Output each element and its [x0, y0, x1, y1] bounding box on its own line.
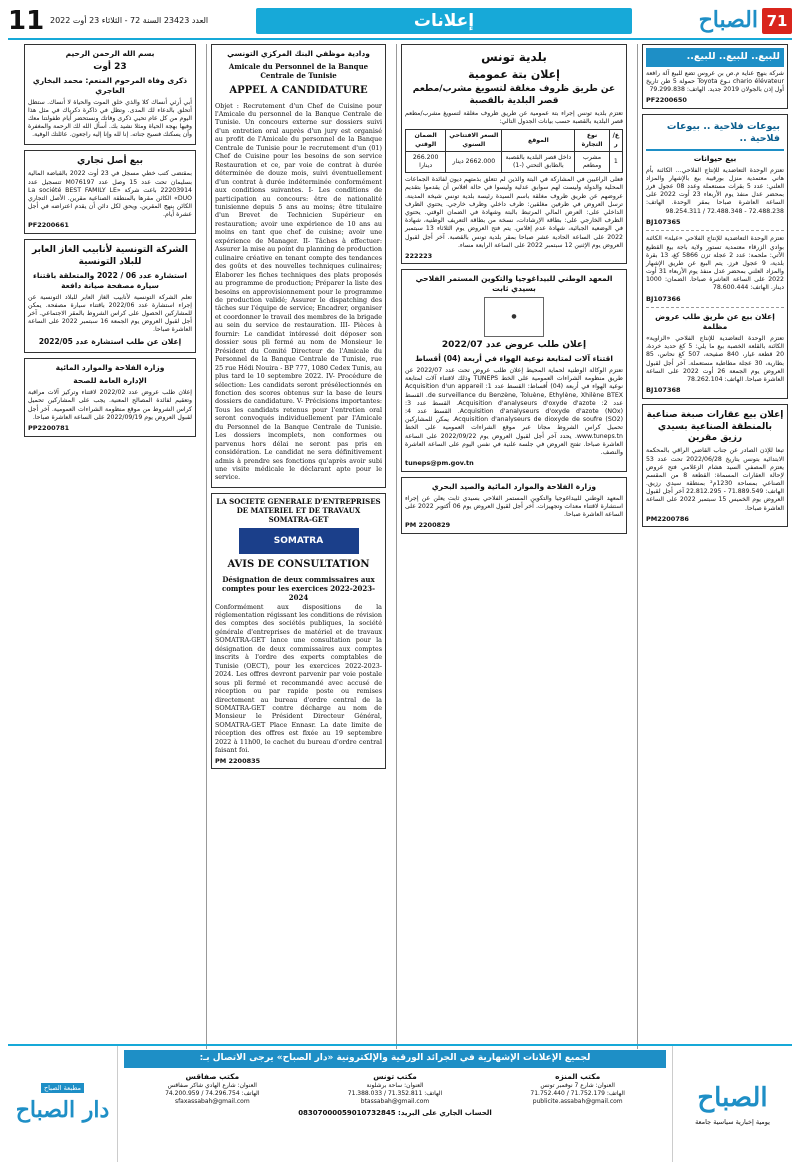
table-row	[406, 151, 623, 172]
table-cell: مشرب ومطعم	[575, 151, 609, 172]
footer-press-badge: مطبعة الصباح	[41, 1083, 84, 1094]
office-address: العنوان: ساحة برشلونة	[366, 1081, 424, 1089]
table-header: الموقع	[502, 130, 575, 151]
ad-title: بيوعات فلاحية .. بيوعات فلاحية ..	[646, 118, 784, 151]
column-2	[396, 44, 631, 1049]
ad-text: تعتزم الوحدة التعاضدية للإنتاج الفلاحي «الزاوية» الكائنة بالقلعة الخصبة بيع ما يلي: 5 كغ حديد خردة، 20 قطعة غيار، 840 صفيحة، 507 كغ نحاس، 85 بطارية، 30 عجلة مطاطية مستعملة. آخر أجل لقبول العروض يوم الجمعة 26 أوت 2022 على الساعة العاشرة صباحا. الهاتف: 78.262.104	[646, 335, 785, 383]
ad-forklift-sale	[642, 44, 788, 109]
table-header: الضمان الوقتي	[406, 130, 446, 151]
header-rule	[8, 38, 792, 40]
ad-gas-pipeline	[24, 239, 196, 353]
ad-org-fr: Amicale du Personnel de la Banque Centrale de Tunisie	[228, 61, 369, 81]
office-address: العنوان: شارع 7 نوفمبر تونس	[540, 1081, 615, 1089]
table-header: ع/ر	[609, 130, 622, 151]
footer-bank-account: الحساب الجاري على البريد: 08307000059010732845	[298, 1109, 492, 1118]
ad-land-sale	[642, 404, 788, 528]
ad-ref: tuneps@pm.gov.tn	[405, 459, 474, 468]
table-cell: 266.200 دينارا	[406, 151, 446, 172]
ad-ref: BJ107366	[646, 294, 681, 303]
ad-org: المعهد الوطني للبيداغوجيا والتكوين المستمر الفلاحي بسيدي ثابت	[415, 274, 613, 294]
ad-text: تعتزم الوكالة الوطنية لحماية المحيط إعلان طلب عروض تحت عدد 2022/07 عن طريق منظومة الشراءات العمومية على الخط TUNEPS وذلك لاقتناء آلات لمتابعة نوعية الهواء في أربعة (04) أقساط: القسط عدد 1: Acquisition d'un appareil de surveillance du Benzène, Toluène, Ethylène, Xhilène BTEX. القسط عدد 2: Acquisition d'analyseurs d'oxyde d'azote. القسط عدد 3: Acquisition d'analyseurs d'oxyde d'azote (NOx). القسط عدد 4: Acquisition d'analyseurs de dioxyde de soufre (SO2). يمكن للمشاركين تحميل كراس الشروط مجانا عبر موقع الشراءات العمومية على الخط www.tuneps.tn. يحدد آخر أجل لقبول العروض يوم 2022/09/22 على الساعة العاشرة صباحا. تفتح العروض في جلسة علنية في نفس اليوم على الساعة العاشرة والنصف.	[405, 367, 624, 456]
office-name: مكتب المنزه	[555, 1071, 601, 1081]
ad-intro: تعتزم بلدية تونس إجراء بتة عمومية عن طريق ظروف مغلقة لتسويغ مشرب/مطعم قصر البلدية بالقصبة حسب بيانات الجدول التالي:	[405, 110, 623, 126]
office-email[interactable]: publicite.assabah@gmail.com	[532, 1097, 623, 1105]
office-name: مكتب صفاقس	[185, 1071, 240, 1081]
ad-text: تعلم الشركة التونسية لأنابيب الغاز العابر للبلاد التونسية عن إجراء استشارة عدد 2022/06 باقتناء سيارة مصفحة. يمكن للمشاركين الحصول على كراس الشروط بالمقر الاجتماعي. آخر أجل لقبول العروض يوم الجمعة 16 سبتمبر 2022 على الساعة العاشرة صباحا.	[28, 293, 192, 334]
ad-subtitle: استشارة عدد 06 / 2022 والمتعلقة باقتناء سيارة مصفحة صيانة دافعة	[33, 270, 187, 290]
office-email[interactable]: btassabah@gmail.com	[360, 1097, 430, 1105]
ad-text: Conformément aux dispositions de la réglementation régissant les conditions de révision des comptes des sociétés publiques, la société générale d'entreprises de matériel et de travaux SOMATRA-GET lance une consultation pour la désignation de deux commissaires aux comptes inscrits à l'ordre des experts comptables de Tunisie (OECT), pour les exercices 2022-2023-2024. Les offres devront parvenir par voie postale sous pli fermé et recommandé avec accusé de réception ou par rapide poste ou remises directement au bureau d'ordre central de la SOMATRA-GET contre décharge au nom de Monsieur le Président Directeur Général, SOMATRA-GET Place Ennasr. La date limite de réception des offres est fixée au 19 septembre 2022 à 11h00, le cachet du bureau d'ordre central faisant foi.	[215, 602, 382, 755]
ad-title: للبيع.. للبيع.. للبيع..	[646, 48, 784, 67]
ad-ref: 222223	[405, 251, 433, 260]
section-banner: إعلانات	[256, 8, 632, 34]
column-3	[206, 44, 390, 1049]
footer-contact	[118, 1046, 672, 1162]
ad-municipal-tender	[401, 44, 627, 264]
table-cell: داخل قصر البلدية بالقصبة بالطابق التحتي (-1)	[502, 151, 575, 172]
ad-ref: PF2200650	[646, 96, 687, 105]
ad-text: أبي أرثي أنساك كلا والذي خلق الموت والحياة لا أنساك. ستظل أتحلق بالدعاء لك المدى. وتظل في ذاكرة دكرياك في مثل هذا اليوم من كل عام تحيي ذكرى وفاتك ونستحضر أيام طفولتنا معك وفيها بهجة الحياة ومثلا نشيد بك. أسأل الله لك الرحمة والمغفرة وأن يسكنك فسيح جناته. إنا لله وإنا إليه راجعون. عائلتك الوفية.	[28, 98, 192, 139]
ad-ref: PM 2200835	[215, 756, 261, 765]
footer-press-logo	[8, 1046, 118, 1162]
ad-title: بلدية تونس	[481, 50, 547, 64]
ad-ref: PP2200781	[28, 423, 70, 432]
ad-text: شركة بنهج عناية م.ص بن عروس تضع للبيع آلة رافعة chario élévateur نـوع Toyota حمولة 5 طن تاريخ أول إذن بالجولان 2019 جديد. الهاتف: 79.299.838	[646, 69, 784, 93]
ad-org: LA SOCIETE GENERALE D'ENTREPRISES DE MATERIEL ET DE TRAVAUX SOMATRA-GET	[216, 496, 381, 525]
office-phone: الهاتف: 71.352.811 / 71.388.033	[347, 1089, 443, 1097]
footer-logo	[672, 1046, 792, 1162]
ad-ref: PM2200786	[646, 514, 689, 523]
ad-ministry-consult	[401, 477, 627, 534]
office-item	[307, 1072, 484, 1106]
ad-subtitle: الإدارة العامة للصحة	[73, 376, 147, 386]
masthead	[8, 6, 792, 36]
agency-logo-icon: ●	[484, 297, 544, 337]
basmala: بسم الله الرحمن الرحيم	[65, 49, 155, 58]
office-item	[489, 1072, 666, 1106]
table-header-row	[406, 130, 623, 151]
office-item	[124, 1072, 301, 1106]
ad-subtitle: إعلان بيع عن طريق طلب عروض مظلمة	[655, 312, 775, 332]
ad-memorial	[24, 44, 196, 145]
ad-headline: عن طريق ظروف مغلقة لتسويغ مشرب/مطعم قصر البلدية بالقصبة	[412, 84, 616, 107]
ad-org: وزارة الفلاحة والموارد المائية والصيد البحري	[431, 481, 597, 491]
ad-columns	[8, 44, 792, 1049]
office-phone: الهاتف: 71.752.179 / 71.752.440	[530, 1089, 625, 1097]
ad-text: إعلان طلب عروض عدد 2022/02 لاقتناء وتركيز آلات مراقبة وتعقيم لفائدة المصالح المعنية. يجب على المشاركين تحميل كراس الشروط من موقع منظومة الشراءات العمومية. آخر أجل لقبول العروض يوم 2022/09/19 على الساعة العاشرة صباحا.	[28, 389, 192, 421]
ad-farm-sales	[642, 114, 788, 399]
office-phone: الهاتف: 74.296.754 / 74.200.959	[165, 1089, 260, 1097]
ad-title: إعلان بيع عقارات صبغة صناعية بالمنطقة الصناعية بسيدي رزيق مقرين	[646, 409, 784, 444]
table-header: السعر الافتتاحي السنوي	[446, 130, 502, 151]
ad-business-sale	[24, 150, 196, 234]
ad-title: إعلان طلب عروض عدد 2022/07	[441, 340, 587, 351]
ad-title: AVIS DE CONSULTATION	[227, 558, 370, 570]
ad-ref: PF2200661	[28, 221, 69, 230]
office-list	[124, 1072, 666, 1106]
ad-text: بمقتضى كتب خطي مسجل في 23 أوت 2022 بالقباضة المالية بسليمان تحت عدد 15 وصل عدد M076197 تتسجيل عدد 22203914 باعت شركة «La société BEST FAMILY LE DUO» الكائن مقرها بالمنطقة الصناعية مقرين. الأصل التجاري الكائن بنهج المقرين. ويحق لكل دائن أن يقدم اعتراضه في أجل عشرة أيام.	[28, 170, 192, 219]
ad-subtitle: اقتناء آلات لمتابعة نوعية الهواء في أربعة (04) أقساط	[415, 354, 613, 364]
ad-org: ودادية موظفي البنك المركزي التونسي	[227, 49, 370, 58]
newspaper-logo	[642, 6, 792, 36]
office-email[interactable]: sfaxassabah@gmail.com	[174, 1097, 250, 1105]
ad-text: تعتزم الوحدة التعاضدية للإنتاج الفلاحي «عيلة» الكائنة بوادي الزرقاء معتمدية تستور ولاية باجة بيع القطيع الآتي: ملحمة: عدد 2 عجلة تزن 5866 كغ، 13 بقرة بلدية، 9 عجول فرز. يتم البيع عن طريق الإشهار والمزاد العلني بمحضر عدل منفذ يوم الأربعاء 31 أوت 2022 على الساعة العاشرة صباحا. الضمان: 1000 دينار. الهاتف: 78.600.444	[646, 235, 785, 292]
ad-subtitle: إعلان بتة عمومية	[468, 67, 560, 81]
ad-air-quality-tender	[401, 269, 627, 471]
somatra-logo-icon: SOMATRA	[239, 528, 359, 554]
ad-text: تبعا للإذن الصادر عن جناب القاضي الراقي بالمحكمة الابتدائية بتونس بتاريخ 2022/06/28 تحت عدد 53 يعتزم المصفي السيد هشام الزغلامي فتح عروض لإحالة العقارات المسماة: القطعة 8 من المقسم الصناعي بمساحة 1230م² بمنطقة سيدي رزيق. الهاتف: 71.889.549 - 22.812.295 آخر أجل لقبول العروض يوم الخميس 15 سبتمبر 2022 على الساعة العاشرة صباحا.	[646, 447, 785, 512]
ad-text: المعهد الوطني للبيداغوجيا والتكوين المستمر الفلاحي بسيدي ثابت يعلن عن إجراء استشارة لاقتناء معدات وتجهيزات. آخر أجل لقبول العروض يوم 06 أكتوبر 2022 على الساعة العاشرة صباحا.	[405, 494, 623, 518]
page-number: 11	[8, 6, 45, 36]
office-name: مكتب تونس	[373, 1071, 417, 1081]
footer-press-name: دار الصباح	[15, 1097, 110, 1124]
ad-subtitle: Désignation de deux commissaires aux comptes pour les exercices 2022-2023-2024	[221, 574, 376, 603]
ad-subtitle: بيع حيوانات	[693, 153, 737, 163]
ad-code: إعلان عن طلب استشارة عدد 2022/05	[38, 336, 182, 346]
logo-name: الصباح	[698, 7, 758, 34]
ad-org: وزارة الفلاحة والموارد المائية	[55, 363, 165, 373]
ad-ministry-tender	[24, 358, 196, 436]
table-header: نوع التجارة	[575, 130, 609, 151]
ad-text: فعلى الراغبين في المشاركة في البتة والذين لم تتعلق بذمتهم ديون لفائدة الجماعات المحلية والدولة وليست لهم سوابق عدلية وليسوا في حالة افلاس أن يقدموا بتقديم عروضهم عن طريق ظروف مغلقة باسم السيدة رئيسة بلدية تونس شيخة المدينة. ترسل العروض في ظرفين مغلقين: ظرف داخلي وظرف خارجي. يحتوي الظرف الداخلي على: العرض المالي المرتبط بالبتة وشهادة في الضمان الوقتي. يحتوي الظرف الخارجي على: بطاقة الإرشادات، نسخة من بطاقة التعريف الوطنية، شهادة في الوضعية الجبائية، شهادة عدم إفلاس. يتم فتح العروض يوم الثلاثاء 13 سبتمبر 2022 على الساعة الحادية عشر صباحا بمقر بلدية تونس بالقصبة. آخر أجل لقبول العروض يوم الإثنين 12 سبتمبر 2022 على الساعة الرابعة مساء.	[405, 176, 623, 249]
ad-text: Objet : Recrutement d'un Chef de Cuisine pour l'Amicale du personnel de la Banque Centrale de Tunisie. Un concours externe sur dossiers suivi d'un entretien oral auprès d'un jury est organisé au profit de l'Amicale du personnel de la Banque Centrale de Tunisie pour le recrutement d'un (01) Chef de Cuisine pour les besoins de son service Restauration et ce, par voie de contrat à durée déterminée de douze mois, suivi éventuellement d'un contrat à durée indéterminée conformément aux conditions suivantes. I- Les conditions de participation au concours: être de nationalité tunisienne depuis 5 ans au moins; être titulaire d'un Brevet de Technicien Supérieur en restauration; avoir une expérience de 10 ans au moins en tant que chef de cuisine; avoir une expérience de Manager. II- Tâches à effectuer: Assurer la mise au point du planning de production culinaire créative en tenant compte des tendances des goûts et des nouvelles techniques culinaires; Élaborer les fiches techniques des plats proposés au programme de production; Préparer la liste des besoins en approvisionnement pour le programme de production validé; Assurer le dispatching des tâches sur l'équipe de service; Encadrer, organiser et coordonner le travail des membres de la brigade au sein du service de restauration. III- Pièces à fournir: Le candidat intéressé doit déposer son dossier sous pli fermé au nom de Monsieur le Président du Comité Directeur de l'Amicale du Personnel de la Banque Centrale de Tunisie, rue 25 rue Hédi Nouira - BP 777, 1080 Cedex Tunis, au plus tard le 10 septembre 2022. IV- Procédure de sélection: Les candidats seront présélectionnés en fonction des scores obtenus sur la base de leurs dossiers de candidature. V- Précisions importantes: Tous les candidats retenus pour l'entretien oral seront convoqués individuellement par l'Amicale du Personnel de la Banque Centrale de Tunisie. Les dossiers incomplets, non conformes ou parvenus hors délai ne seront pas pris en considération. Le candidat ne sera définitivement admis à prendre ses fonctions qu'après avoir subi une visite médicale le déclarant apte pour le service.	[215, 101, 382, 482]
table-cell: 1	[609, 151, 622, 172]
office-address: العنوان: شارع الهادي شاكر صفاقس	[167, 1081, 257, 1089]
footer-call: لجميع الإعلانات الإشهارية في الجرائد الورقية والإلكترونية «دار الصباح» يرجى الاتصال بـ:	[124, 1050, 666, 1068]
ad-title: 23 أوت	[93, 61, 127, 72]
column-4	[20, 44, 200, 1049]
table-cell: 2662.000 دينار	[446, 151, 502, 172]
issue-line: العدد 23423 السنة 72 - الثلاثاء 23 أوت 2022	[50, 16, 209, 25]
ad-somatra-consult	[211, 493, 386, 769]
tender-table	[405, 129, 623, 173]
ad-text: تعتزم الوحدة التعاضدية للإنتاج الفلاحي... الكائنة بأم هاني معتمدية منزل بورقيبة بيع بالإشهار والمزاد العلني: عدد 5 بقرات مستعملة وعدد 08 عجول فرز بمحضر عدل منفذ يوم الأربعاء 23 أوت 2022 على الساعة العاشرة صباحا بمقر الوحدة. الهاتف: 72.488.238 - 72.488.348 / 98.254.311	[646, 166, 785, 215]
footer	[8, 1044, 792, 1162]
footer-logo-name: الصباح	[697, 1083, 768, 1114]
ad-title: APPEL A CANDIDATURE	[229, 85, 368, 97]
ad-ref: PM 2200829	[405, 521, 451, 530]
ad-title: بيع أصل تجاري	[77, 156, 143, 167]
ad-ref: BJ107368	[646, 386, 681, 395]
ad-title: الشركة التونسية لأنابيب الغاز العابر للبلاد التونسية	[32, 245, 188, 267]
ad-subtitle: ذكرى وفاة المرحوم المنعم: محمد البخاري العاجري	[32, 75, 188, 95]
column-1	[637, 44, 792, 1049]
ad-chef-recruitment	[211, 44, 386, 488]
ad-ref: BJ107365	[646, 217, 681, 226]
logo-badge: 71	[762, 8, 792, 34]
footer-logo-tagline: يومية إخبارية سياسية جامعة	[695, 1118, 770, 1127]
